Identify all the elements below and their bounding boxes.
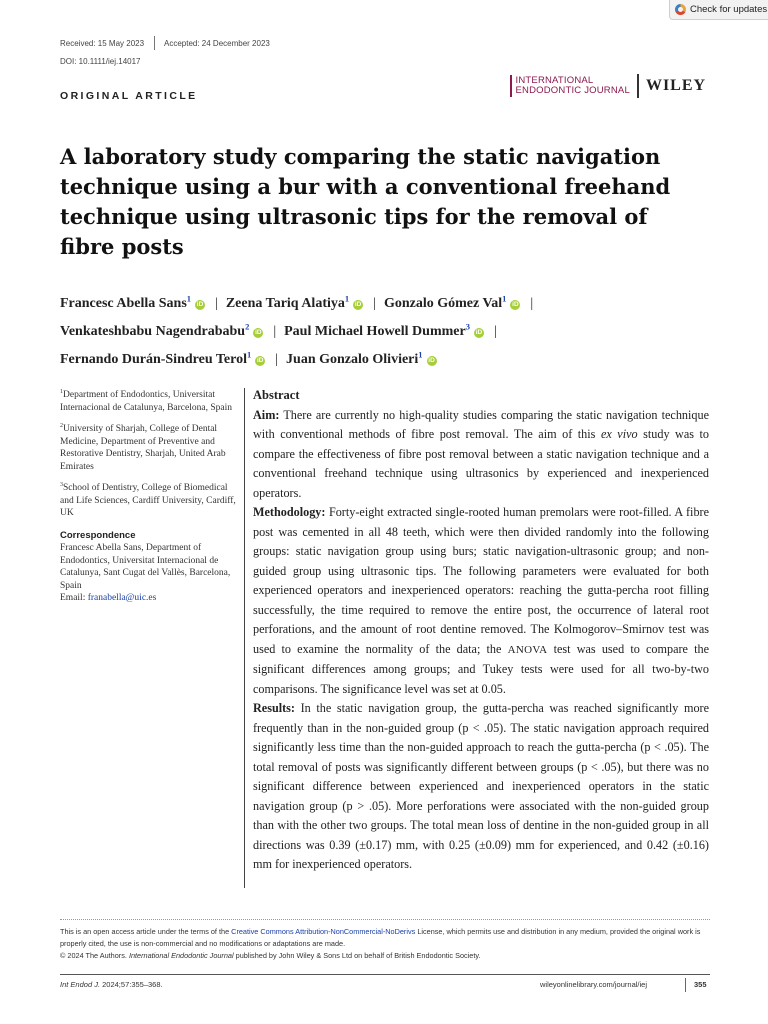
author-affiliation-mark: 1 <box>418 349 423 360</box>
author-separator: | <box>275 351 279 367</box>
publisher-logo: WILEY <box>645 77 707 94</box>
email-label: Email: <box>60 593 86 604</box>
citation <box>60 980 163 989</box>
journal-logo-bar <box>510 75 512 97</box>
article-title: A laboratory study comparing the static navigation technique using a bur with a conventional freehand technique using ultrasonic tips for the removal of fibre posts <box>60 144 671 259</box>
author-name: Gonzalo Gómez Val <box>383 295 503 311</box>
author-separator: | <box>273 323 277 339</box>
journal-name-line2: ENDODONTIC JOURNAL <box>515 85 630 96</box>
affiliation-text: School of Dentistry, College of Biomedical and Life Sciences, Cardiff University, Cardiff, UK <box>60 483 236 519</box>
author[interactable] <box>60 293 207 311</box>
author[interactable] <box>60 349 267 367</box>
author-name: Venkateshbabu Nagendrababu <box>60 323 246 339</box>
author-affiliation-mark: 1 <box>186 293 192 303</box>
affiliation-text: Department of Endodontics, Universitat Internacional de Catalunya, Barcelona, Spain <box>60 390 232 413</box>
journal-url-link[interactable]: wileyonlinelibrary.com/journal/iej <box>540 980 647 989</box>
license-link[interactable]: Creative Commons Attribution-NonCommercial-NoDerivs <box>231 927 416 936</box>
author-affiliation-mark: 1 <box>344 293 350 303</box>
orcid-icon[interactable]: iD <box>255 328 262 336</box>
abstract-rule <box>244 388 245 888</box>
author-affiliation-mark: 2 <box>245 321 250 332</box>
page-number-divider <box>685 978 686 992</box>
author-list <box>60 287 680 371</box>
correspondence-heading: Correspondence <box>60 529 136 541</box>
copyright-2: published by John Wiley & Sons Ltd on behalf of British Endodontic Society. <box>235 951 481 960</box>
journal-logo[interactable] <box>510 74 706 98</box>
orcid-icon[interactable]: iD <box>512 300 519 308</box>
affiliation <box>60 386 240 414</box>
methodology-text-2: test was used to compare the significant differences among groups; and Tukey tests were used for all two-by-two comparisons. The significance level was set at 0.05. <box>253 641 710 696</box>
citation-details: 2024;57:355–368. <box>102 980 163 989</box>
orcid-icon[interactable]: iD <box>354 300 362 308</box>
affiliation-number: 2 <box>60 423 63 430</box>
license-footnote <box>60 926 710 962</box>
author-separator: | <box>215 295 218 311</box>
author-separator: | <box>530 295 534 311</box>
methodology-anova: ANOVA <box>507 643 548 656</box>
author-name: Juan Gonzalo Olivieri <box>286 351 419 367</box>
abstract <box>253 386 709 875</box>
email-link[interactable]: franabella@uic.es <box>87 593 157 604</box>
aim-text-1: There are currently no high-quality studies comparing the static navigation technique with conventional methods of fibre post removal. The aim of this <box>253 407 709 441</box>
received-date: Received: 15 May 2023 <box>60 39 145 48</box>
results-text: In the static navigation group, the gutta-percha was reached significantly more frequently than in the non-guided group (p < .05). The static navigation approach required significantly less time than the non-guided approach to reach the gutta-percha (p < .05). The total removal of posts was significantly different between groups (p < .05), but there was no significant difference between experienced and inexperienced operators in the static navigation group (p > .05). More perforations were associated with the non-guided group than with the other two groups. The total mean loss of dentine in the non-guided group in all directions was 0.39 (±0.17) mm, with 0.25 (±0.09) mm for experienced, and 0.42 (±0.16) mm for inexperienced operators. <box>253 701 710 871</box>
license-text-1: This is an open access article under the terms of the <box>60 927 230 936</box>
aim-text-2: study was to compare the effectiveness of fibre post removal between a static navigation technique and a conventional freehand technique using ultrasonics by experienced and inexperienced operators. <box>253 427 710 500</box>
abstract-methodology <box>253 503 709 699</box>
abstract-heading: Abstract <box>253 388 300 402</box>
results-label: Results: <box>253 701 295 715</box>
methodology-text-1: Forty-eight extracted single-rooted human premolars were root-filled. A fibre post was cemented in all 48 teeth, which were then divided randomly into the following groups: static navigation group using burs; static navigation-ultrasonic group; and non-guided group using ultrasonic tips. The following parameters were evaluated for both experienced operators and inexperienced operators: reaching the gutta-percha root filling successfully, the time required to remove the entire post, the occurrence of lateral root perforations, and the amount of root dentine removed. The Kolmogorov–Smirnov test was used to examine the normality of the data; the <box>253 505 710 656</box>
author[interactable] <box>60 321 265 339</box>
affiliation <box>60 420 240 473</box>
copyright-journal: International Endodontic Journal <box>128 951 234 960</box>
orcid-icon[interactable]: iD <box>475 328 483 336</box>
author-name: Paul Michael Howell Dummer <box>284 323 466 339</box>
license-text <box>60 926 710 950</box>
aim-label: Aim: <box>253 407 280 422</box>
author[interactable] <box>284 321 486 339</box>
correspondence-text: Francesc Abella Sans, Department of Endodontics, Universitat Internacional de Catalunya, Sant Cugat del Vallès, Barcelona, Spain <box>60 543 231 591</box>
author[interactable] <box>383 293 522 311</box>
citation-journal: Int Endod J. <box>60 980 101 989</box>
author-affiliation-mark: 1 <box>502 293 507 303</box>
author-name: Zeena Tariq Alatiya <box>225 295 345 311</box>
doi[interactable]: DOI: 10.1111/iej.14017 <box>60 57 141 66</box>
methodology-label: Methodology: <box>253 505 326 519</box>
orcid-icon[interactable]: iD <box>428 356 435 364</box>
logo-divider <box>637 74 639 98</box>
aim-ex-vivo: ex vivo <box>600 427 638 441</box>
journal-name-line1: INTERNATIONAL <box>515 74 594 86</box>
affiliation <box>60 479 240 520</box>
journal-name <box>516 76 630 97</box>
crossmark-icon <box>675 4 686 15</box>
abstract-results <box>253 699 709 875</box>
affiliation-text: University of Sharjah, College of Dental Medicine, Department of Preventive and Restorative Dentistry, Sharjah, United Arab Emirates <box>60 424 226 472</box>
check-for-updates-button[interactable] <box>669 0 768 20</box>
accepted-date: Accepted: 24 December 2023 <box>164 39 270 48</box>
meta-divider <box>154 36 155 50</box>
affiliation-number: 3 <box>60 482 63 489</box>
author[interactable] <box>225 293 365 311</box>
page-number: 355 <box>694 980 707 989</box>
affiliations <box>60 386 240 605</box>
affiliation-number: 1 <box>60 389 63 395</box>
author-affiliation-mark: 3 <box>465 321 470 332</box>
author-separator: | <box>373 295 376 311</box>
author-separator: | <box>493 323 497 339</box>
footnote-divider <box>60 919 710 920</box>
correspondence-email <box>60 592 240 605</box>
orcid-icon[interactable]: iD <box>256 356 264 364</box>
orcid-icon[interactable]: iD <box>196 300 204 308</box>
copyright-1: © 2024 The Authors. <box>60 951 127 960</box>
abstract-aim <box>253 406 709 504</box>
copyright-text <box>60 950 710 962</box>
check-for-updates-label: Check for updates <box>690 4 768 15</box>
bottom-rule <box>60 974 710 975</box>
author-name: Fernando Durán-Sindreu Terol <box>60 351 247 367</box>
author[interactable] <box>286 349 438 367</box>
license-text-2: License, which permits use and distribution in any medium, provided the original work is properly cited, the use is non-commercial and no modifications or adaptations are made. <box>60 927 701 948</box>
author-affiliation-mark: 1 <box>246 349 252 360</box>
author-name: Francesc Abella Sans <box>60 295 187 311</box>
article-type: ORIGINAL ARTICLE <box>60 90 198 102</box>
